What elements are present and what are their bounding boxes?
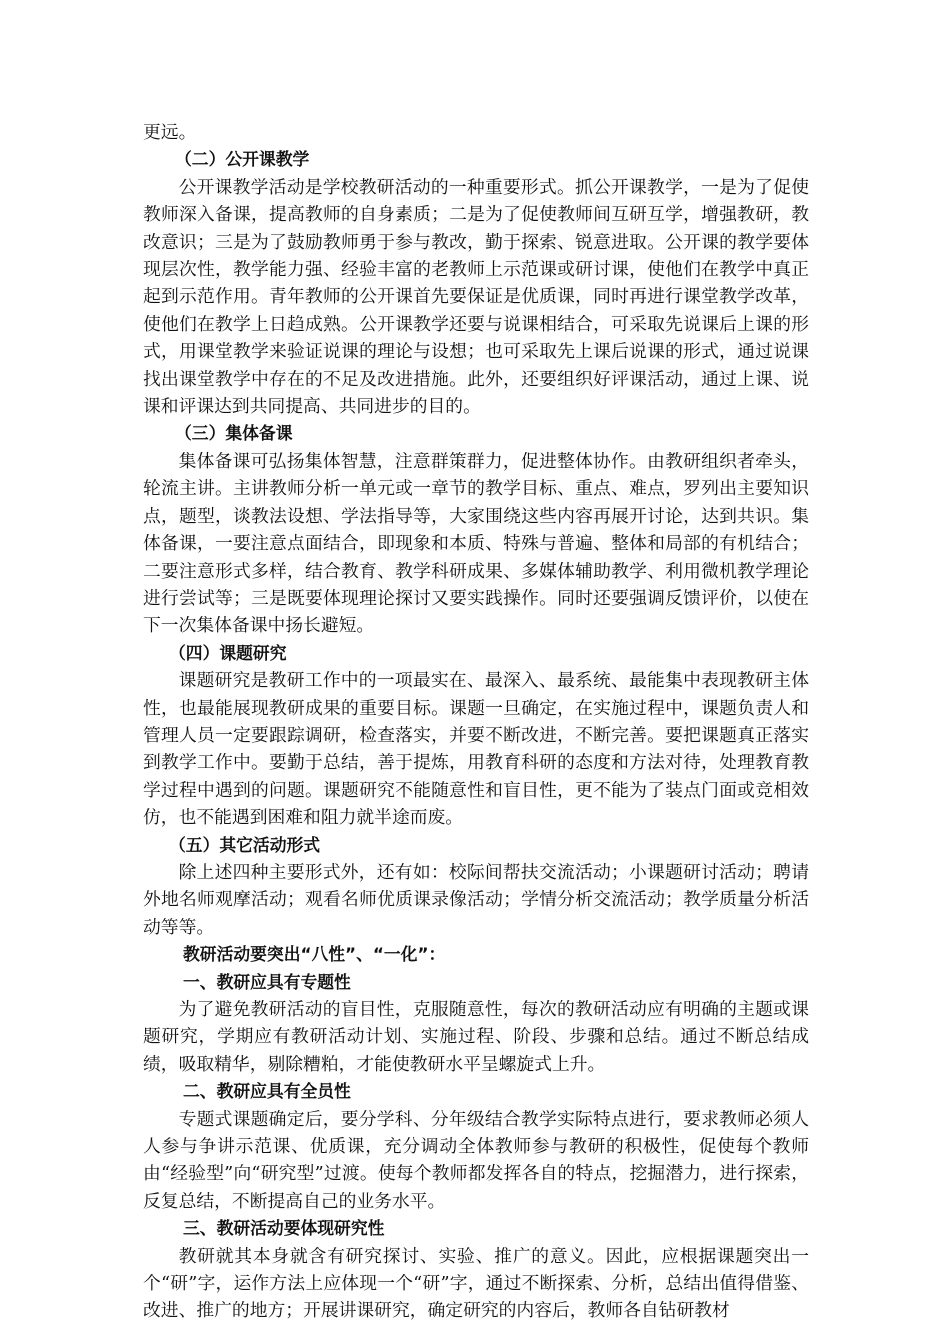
section-heading-other-activities: （五）其它活动形式 [169, 834, 321, 855]
point-heading-thematic: 一、教研应具有专题性 [183, 971, 351, 992]
point-heading-research: 三、教研活动要体现研究性 [183, 1218, 385, 1239]
section-heading-collective-prep: （三）集体备课 [175, 423, 293, 444]
section-body-collective-prep: 集体备课可弘扬集体智慧，注意群策群力，促进整体协作。由教研组织者牵头，轮流主讲。主讲教师分析一单元或一章节的教学目标、重点、难点，罗列出主要知识点，题型，谈教法设想、学法指导等，大家围绕这些内容再展开讨论，达到共识。集体备课，一要注意点面结合，即现象和本质、特殊与普遍、整体和局部的有机结合；二要注意形式多样，结合教育、教学科研成果、多媒体辅助教学、利用微机教学理论进行尝试等；三是既要体现理论探讨又要实践操作。同时还要强调反馈评价，以使在下一次集体备课中扬长避短。 [143, 450, 809, 637]
section-heading-open-class: （二）公开课教学 [175, 149, 310, 170]
intro-line: 更远。 [143, 122, 197, 143]
point-body-research: 教研就其本身就含有研究探讨、实验、推广的意义。因此，应根据课题突出一个“研”字，运作方法上应体现一个“研”字，通过不断探索、分析，总结出值得借鉴、改进、推广的地方；开展讲课研究，确定研究的内容后，教师各自钻研教材 [143, 1245, 809, 1322]
summary-heading: 教研活动要突出“八性”、“一化”： [183, 944, 446, 965]
section-body-project-research: 课题研究是教研工作中的一项最实在、最深入、最系统、最能集中表现教研主体性，也最能展现教研成果的重要目标。课题一旦确定，在实施过程中，课题负责人和管理人员一定要跟踪调研，检查落实，并要不断改进，不断完善。要把课题真正落实到教学工作中。要勤于总结，善于提炼，用教育科研的态度和方法对待，处理教育教学过程中遇到的问题。课题研究不能随意性和盲目性，更不能为了装点门面或竞相效仿，也不能遇到困难和阻力就半途而废。 [143, 670, 809, 829]
point-body-all-staff: 专题式课题确定后，要分学科、分年级结合教学实际特点进行，要求教师必须人人参与争讲示范课、优质课，充分调动全体教师参与教研的积极性，促使每个教师由“经验型”向“研究型”过渡。使每个教师都发挥各自的特点，挖掘潜力，进行探索，反复总结，不断提高自己的业务水平。 [143, 1108, 809, 1212]
point-body-thematic: 为了避免教研活动的盲目性，克服随意性，每次的教研活动应有明确的主题或课题研究，学期应有教研活动计划、实施过程、阶段、步骤和总结。通过不断总结成绩，吸取精华，剔除糟粕，才能使教研水平呈螺旋式上升。 [143, 999, 809, 1075]
point-heading-all-staff: 二、教研应具有全员性 [183, 1081, 351, 1102]
document-page [143, 119, 809, 1325]
section-heading-project-research: （四）课题研究 [169, 642, 287, 663]
section-body-open-class: 公开课教学活动是学校教研活动的一种重要形式。抓公开课教学，一是为了促使教师深入备课，提高教师的自身素质；二是为了促使教师间互研互学，增强教研，教改意识；三是为了鼓励教师勇于参与教改，勤于探索、锐意进取。公开课的教学要体现层次性，教学能力强、经验丰富的老教师上示范课或研讨课，使他们在教学中真正起到示范作用。青年教师的公开课首先要保证是优质课，同时再进行课堂教学改革，使他们在教学上日趋成熟。公开课教学还要与说课相结合，可采取先说课后上课的形式，用课堂教学来验证说课的理论与设想；也可采取先上课后说课的形式，通过说课找出课堂教学中存在的不足及改进措施。此外，还要组织好评课活动，通过上课、说课和评课达到共同提高、共同进步的目的。 [143, 176, 809, 418]
section-body-other-activities: 除上述四种主要形式外，还有如：校际间帮扶交流活动；小课题研讨活动；聘请外地名师观摩活动；观看名师优质课录像活动；学情分析交流活动；教学质量分析活动等等。 [143, 861, 809, 938]
